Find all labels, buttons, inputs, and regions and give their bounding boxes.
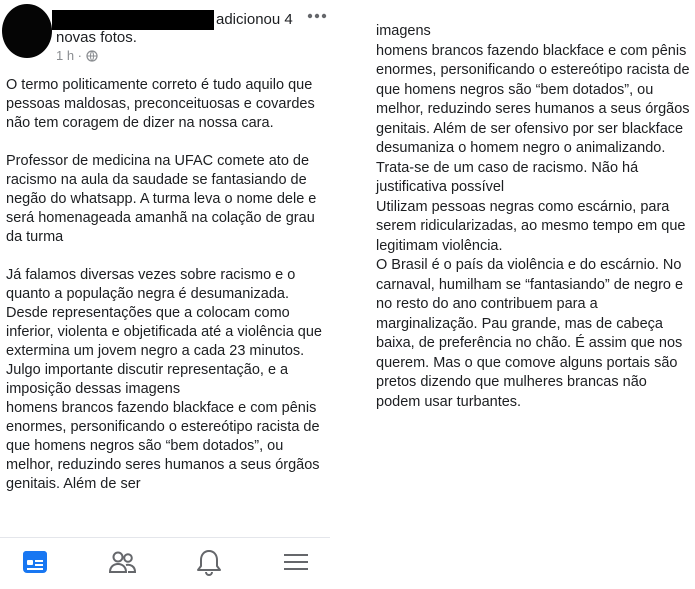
post-paragraph: O termo politicamente correto é tudo aquilo que pessoas maldosas, preconceituosas e covardes não tem coragem de dizer na nossa cara. bbox=[6, 77, 315, 131]
bottom-nav bbox=[0, 537, 330, 589]
continuation-line: homens brancos fazendo blackface e com pênis enormes, personificando o estereótipo racista de que homens negros são “bem dotados”, ou melhor, reduzindo seres humanos a seus órgãos genitais. Além de ser ofensivo por ser blackface desumaniza o homem negro o animalizando. bbox=[376, 42, 690, 156]
globe-icon bbox=[86, 50, 98, 62]
continuation-line: O Brasil é o país da violência e do escárnio. No carnaval, humilham se “fantasiando” de negro e no resto do ano contribuem para a marginalização. Pau grande, mas de cabeça baixa, de preferência no chão. É assim que nos querem. Mas o que comove alguns portais são pretos dizendo que mulheres brancas não podem usar turbantes. bbox=[376, 257, 684, 410]
post-meta bbox=[56, 48, 98, 63]
post-paragraph: Desde representações que a colocam como inferior, violenta e objetificada até a violência que extermina um jovem negro a cada 23 minutos. Julgo importante discutir representação, e a imposição dessas imagens bbox=[6, 305, 322, 397]
post-paragraph: Já falamos diversas vezes sobre racismo e o quanto a população negra é desumanizada. bbox=[6, 267, 296, 302]
post-action-text: adicionou 4 bbox=[216, 11, 293, 28]
post-body bbox=[6, 76, 324, 494]
continuation-line: Trata-se de um caso de racismo. Não há justificativa possível bbox=[376, 159, 639, 195]
menu-icon[interactable] bbox=[280, 546, 312, 578]
post-action-text-2: novas fotos. bbox=[56, 29, 137, 46]
continuation-line: imagens bbox=[376, 23, 431, 39]
post-continuation bbox=[376, 22, 691, 412]
post-header bbox=[0, 0, 330, 70]
more-icon[interactable] bbox=[305, 6, 329, 26]
redacted-author-name bbox=[52, 10, 214, 30]
post-screenshot bbox=[0, 0, 330, 589]
post-paragraph: Professor de medicina na UFAC comete ato de racismo na aula da saudade se fantasiando de negão do whatsapp. A turma leva o nome dele e será homenageada amanhã na colação de grau da turma bbox=[6, 153, 317, 245]
post-paragraph: homens brancos fazendo blackface e com pênis enormes, personificando o estereótipo racista de que homens negros são “bem dotados”, ou melhor, reduzindo seres humanos a seus órgãos genitais. Além de ser bbox=[6, 400, 320, 492]
news-feed-icon[interactable] bbox=[19, 546, 51, 578]
post-timestamp[interactable]: 1 h · bbox=[56, 48, 83, 63]
friends-icon[interactable] bbox=[106, 546, 138, 578]
continuation-line: Utilizam pessoas negras como escárnio, para serem ridicularizadas, ao mesmo tempo em que legitimam violência. bbox=[376, 198, 686, 254]
bell-icon[interactable] bbox=[193, 546, 225, 578]
avatar[interactable] bbox=[2, 4, 52, 58]
